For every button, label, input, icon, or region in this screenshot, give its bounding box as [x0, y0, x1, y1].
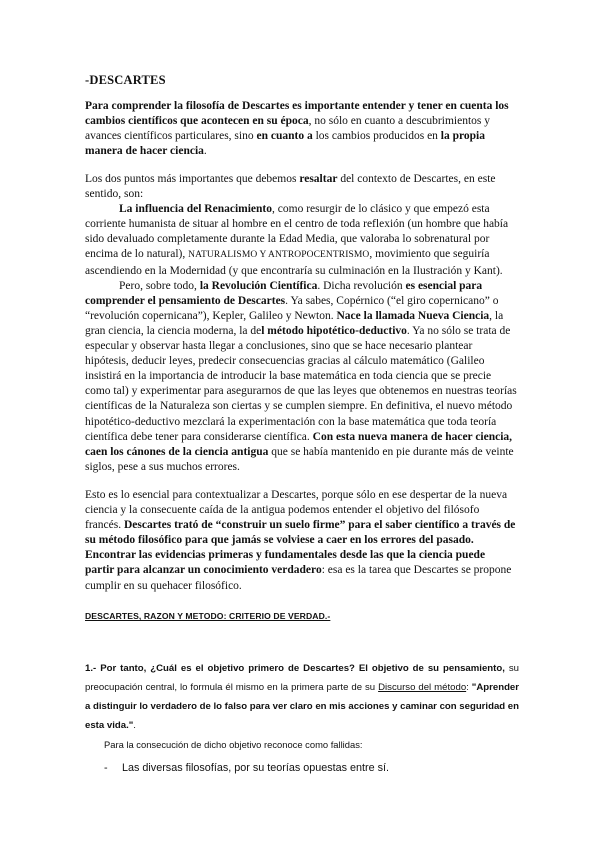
question-1-text-1: su preocupación central, lo formula él mismo en la primera parte de su [85, 663, 519, 693]
question-1-quote: "Aprender a distinguir lo verdadero de lo falso para ver claro en mis acciones y caminar con seguridad en esta vida." [85, 682, 520, 731]
question-1-text-3: . [133, 720, 136, 731]
list-item [104, 762, 524, 774]
points-lead-text-1: Los dos puntos más importantes que debemos [85, 173, 300, 185]
renacimiento-caps: NATURALISMO Y ANTROPOCENTRISMO [188, 250, 370, 261]
document-title: -DESCARTES [85, 73, 166, 87]
intro-bold-1: Para comprender la filosofía de Descartes es importante entender y tener en cuenta los cambios científicos que acontecen en su época [85, 100, 509, 128]
fallidas-list [104, 762, 524, 774]
context-text-1: Esto es lo esencial para contextualizar a Descartes, porque sólo en ese despertar de la nueva ciencia y la consecuente caída de la antigua podemos entender el objetivo del filósofo francés. [85, 489, 508, 532]
revolucion-text-d: , la gran ciencia, la ciencia moderna, la de [85, 309, 504, 337]
revolucion-text-c: . Ya sabes, Copérnico (“el giro copernicano” o “revolución copernicana”), Kepler, Galileo y Newton. [85, 294, 499, 322]
revolucion-text-a: Pero, sobre todo, [119, 279, 200, 292]
revolucion-bold-1: la Revolución Científica [199, 279, 318, 292]
intro-text-3: . [203, 145, 207, 158]
question-1-paragraph [85, 659, 519, 735]
context-text-2: : esa es la tarea que Descartes se propone cumplir en su quehacer filosófico. [85, 564, 512, 592]
renacimiento-bold: La influencia del Renacimiento [119, 203, 273, 216]
point-renacimiento [85, 202, 517, 278]
points-lead-text-2: del contexto de Descartes, en este sentido, son: [85, 173, 496, 201]
revolucion-text-f: que se había mantenido en pie durante más de veinte siglos, pese a sus muchos errores. [85, 445, 514, 473]
intro-bold-3: la propia manera de hacer ciencia [85, 130, 485, 158]
context-bold: Descartes trató de “construir un suelo firme” para el saber científico a través de su método filosófico para que jamás se volviese a caer en los errores del pasado. Encontrar las evidencias primeras y fundamentales desde las que la ciencia puede partir para alcanzar un conocimiento verdadero [85, 519, 516, 577]
context-points [85, 172, 517, 475]
revolucion-bold-3: Nace la llamada Nueva Ciencia [336, 309, 490, 322]
revolucion-bold-5: Con esta nueva manera de hacer ciencia, caen los cánones de la ciencia antigua [85, 430, 513, 458]
intro-paragraph [85, 99, 517, 159]
question-1-text-2: : [466, 682, 472, 693]
revolucion-text-e: . Ya no sólo se trata de especular y observar hasta llegar a conclusiones, sino que se hace necesario plantear hipótesis, deducir leyes, predecir consecuencias gracias al cálculo matemático (Galileo insistirá en la importancia de introducir la base matemática en toda ciencia que se precie como tal) y experimentar para asegurarnos de que las leyes que obtenemos en nuestras teorías científicas de la Naturaleza son ciertas y se cumplen siempre. En definitiva, el nuevo método hipotético-deductivo mezclará la experimentación con la base matemática que toda teoría científica debe tener para considerarse científica. [85, 324, 517, 443]
discurso-del-metodo-title: Discurso del método [378, 682, 467, 693]
context-paragraph [85, 488, 517, 594]
intro-text-1: , no sólo en cuanto a descubrimientos y avances científicos particulares, sino [85, 115, 490, 143]
section-heading: DESCARTES, RAZON Y METODO: CRITERIO DE VERDAD.- [85, 611, 331, 621]
revolucion-text-b: . Dicha revolución [317, 279, 406, 292]
list-dash: - [104, 762, 108, 774]
point-revolucion [85, 279, 517, 475]
revolucion-bold-2: es esencial para comprender el pensamiento de Descartes [85, 279, 483, 307]
question-1-bold: Por tanto, ¿Cuál es el objetivo primero de Descartes? El objetivo de su pensamiento, [100, 663, 505, 674]
points-lead-bold: resaltar [299, 173, 338, 185]
renacimiento-text-1: , como resurgir de lo clásico y que empezó esta corriente humanista de situar al hombre en el centro de toda reflexión (un hombre que había sido devaluado completamente durante la Edad Media, que valoraba lo sobrenatural por encima de lo natural), [85, 203, 509, 261]
renacimiento-text-2: , movimiento que seguiría ascendiendo en la Modernidad (y que encontraría su culminación en la Ilustración y Kant). [85, 248, 503, 277]
list-item-text: Las diversas filosofías, por su teorías opuestas entre sí. [122, 762, 390, 774]
revolucion-bold-4: l método hipotético-deductivo [261, 324, 407, 337]
intro-bold-2: en cuanto a [256, 130, 313, 143]
points-lead [85, 172, 517, 202]
question-1-number: 1.- [85, 663, 101, 674]
intro-text-2: los cambios producidos en [312, 130, 441, 143]
consecution-line: Para la consecución de dicho objetivo reconoce como fallidas: [104, 739, 363, 750]
